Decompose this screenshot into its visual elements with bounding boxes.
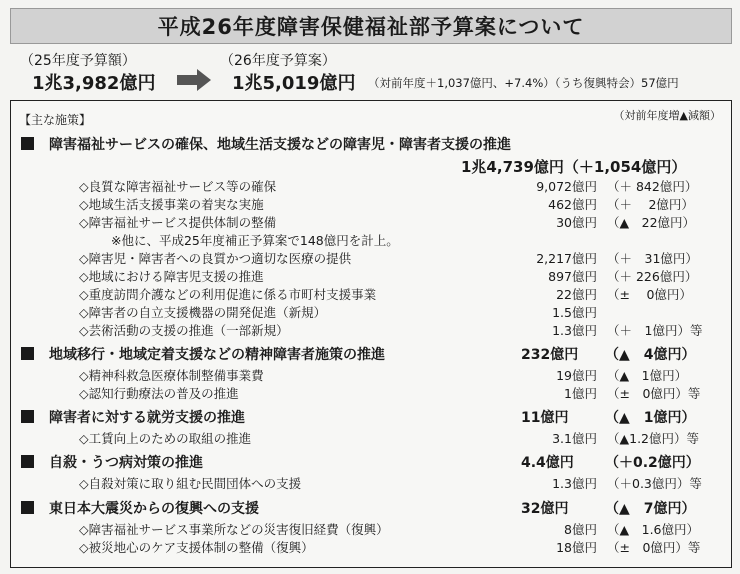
section-change: （＋0.2億円）: [605, 455, 700, 471]
list-item: [17, 321, 723, 338]
section-amount: 32億円: [521, 501, 569, 517]
section-change: （▲ 7億円）: [605, 501, 696, 517]
curr-budget-label: （26年度予算案）: [220, 53, 336, 69]
square-bullet-icon: [21, 137, 34, 150]
page-title: 平成26年度障害保健福祉部予算案について: [157, 15, 585, 39]
list-item: [17, 285, 723, 302]
list-item: [17, 366, 723, 383]
list-item: [17, 538, 723, 555]
item-value: 1億円: [564, 386, 597, 401]
item-value: 1.3億円: [552, 476, 597, 491]
curr-budget-amount: 1兆5,019億円: [232, 73, 356, 94]
item-value: 897億円: [548, 269, 597, 284]
item-change: （＋ 31億円）: [607, 251, 698, 266]
square-bullet-icon: [21, 455, 34, 468]
budget-note: （対前年度＋1,037億円、+7.4%）（うち復興特会）57億円: [368, 76, 679, 90]
item-change: （▲ 1.6億円）: [607, 522, 699, 537]
item-value: 30億円: [556, 215, 597, 230]
item-change: （± 0億円）等: [607, 540, 701, 555]
item-value: 1.5億円: [552, 305, 597, 320]
item-change: （± 0億円）等: [607, 386, 701, 401]
list-item: [17, 384, 723, 401]
item-text: ◇芸術活動の支援の推進（一部新規）: [79, 323, 289, 338]
item-value: 1.3億円: [552, 323, 597, 338]
item-text: ◇障害福祉サービス提供体制の整備: [79, 215, 277, 230]
item-value: 3.1億円: [552, 431, 597, 446]
section-amount: 11億円: [521, 410, 569, 426]
item-value: 8億円: [564, 522, 597, 537]
list-item: [17, 213, 723, 230]
title-banner: [10, 8, 732, 44]
item-value: 9,072億円: [536, 179, 597, 194]
item-text: ◇障害者の自立支援機器の開発促進（新規）: [79, 305, 327, 320]
section-heading: [17, 498, 723, 518]
item-change: （▲1.2億円）等: [607, 431, 699, 446]
item-text: ◇良質な障害福祉サービス等の確保: [79, 179, 277, 194]
square-bullet-icon: [21, 410, 34, 423]
item-value: 19億円: [556, 368, 597, 383]
section-change: （▲ 1億円）: [605, 410, 696, 426]
item-text: ◇被災地心のケア支援体制の整備（復興）: [79, 540, 314, 555]
item-text: ◇重度訪問介護などの利用促進に係る市町村支援事業: [79, 287, 377, 302]
section-amount: 4.4億円: [521, 455, 574, 471]
item-change: （＋0.3億円）等: [607, 476, 702, 491]
item-text: ◇精神科救急医療体制整備事業費: [79, 368, 264, 383]
list-item: [17, 267, 723, 284]
item-change: （＋ 1億円）等: [607, 323, 703, 338]
item-value: 462億円: [548, 197, 597, 212]
section-title: 障害者に対する就労支援の推進: [49, 410, 245, 426]
section-total: 1兆4,739億円（＋1,054億円）: [461, 158, 687, 176]
item-change: （▲ 1億円）: [607, 368, 688, 383]
measures-label: 【主な施策】: [19, 113, 92, 127]
item-change: （± 0億円）: [607, 287, 692, 302]
square-bullet-icon: [21, 347, 34, 360]
item-text: ◇障害児・障害者への良質かつ適切な医療の提供: [79, 251, 352, 266]
square-bullet-icon: [21, 501, 34, 514]
item-change: （▲ 22億円）: [607, 215, 696, 230]
item-text: ◇認知行動療法の普及の推進: [79, 386, 239, 401]
item-value: 22億円: [556, 287, 597, 302]
prev-budget-label: （25年度予算額）: [20, 53, 136, 69]
section-title: 東日本大震災からの復興への支援: [49, 501, 259, 517]
section-heading: [17, 407, 723, 427]
list-item: [17, 177, 723, 194]
item-change: （＋ 226億円）: [607, 269, 698, 284]
list-item: [17, 429, 723, 446]
section-title: 障害福祉サービスの確保、地域生活支援などの障害児・障害者支援の推進: [49, 137, 511, 153]
item-text: ◇地域生活支援事業の着実な実施: [79, 197, 264, 212]
measures-box: [10, 100, 732, 568]
section-heading: [17, 344, 723, 364]
list-item: [17, 195, 723, 212]
prev-budget-amount: 1兆3,982億円: [32, 73, 156, 94]
section-change: （▲ 4億円）: [605, 347, 696, 363]
list-item: [17, 249, 723, 266]
item-change: （＋ 842億円）: [607, 179, 698, 194]
arrow-right-icon: [177, 69, 211, 91]
section-title: 自殺・うつ病対策の推進: [49, 455, 203, 471]
item-value: 2,217億円: [536, 251, 597, 266]
section-heading: [17, 134, 723, 154]
list-item: [17, 474, 723, 491]
list-item: [17, 520, 723, 537]
item-change: （＋ 2億円）: [607, 197, 694, 212]
item-text: ◇自殺対策に取り組む民間団体への支援: [79, 476, 302, 491]
section-heading: [17, 452, 723, 472]
item-text: ◇地域における障害児支援の推進: [79, 269, 264, 284]
unit-note: （対前年度増▲減額）: [613, 109, 721, 122]
item-text: ◇障害福祉サービス事業所などの災害復旧経費（復興）: [79, 522, 389, 537]
item-value: 18億円: [556, 540, 597, 555]
supplementary-note: ※他に、平成25年度補正予算案で148億円を計上。: [111, 233, 399, 248]
item-text: ◇工賃向上のための取組の推進: [79, 431, 252, 446]
section-title: 地域移行・地域定着支援などの精神障害者施策の推進: [49, 347, 385, 363]
list-item: [17, 303, 723, 320]
section-amount: 232億円: [521, 347, 579, 363]
